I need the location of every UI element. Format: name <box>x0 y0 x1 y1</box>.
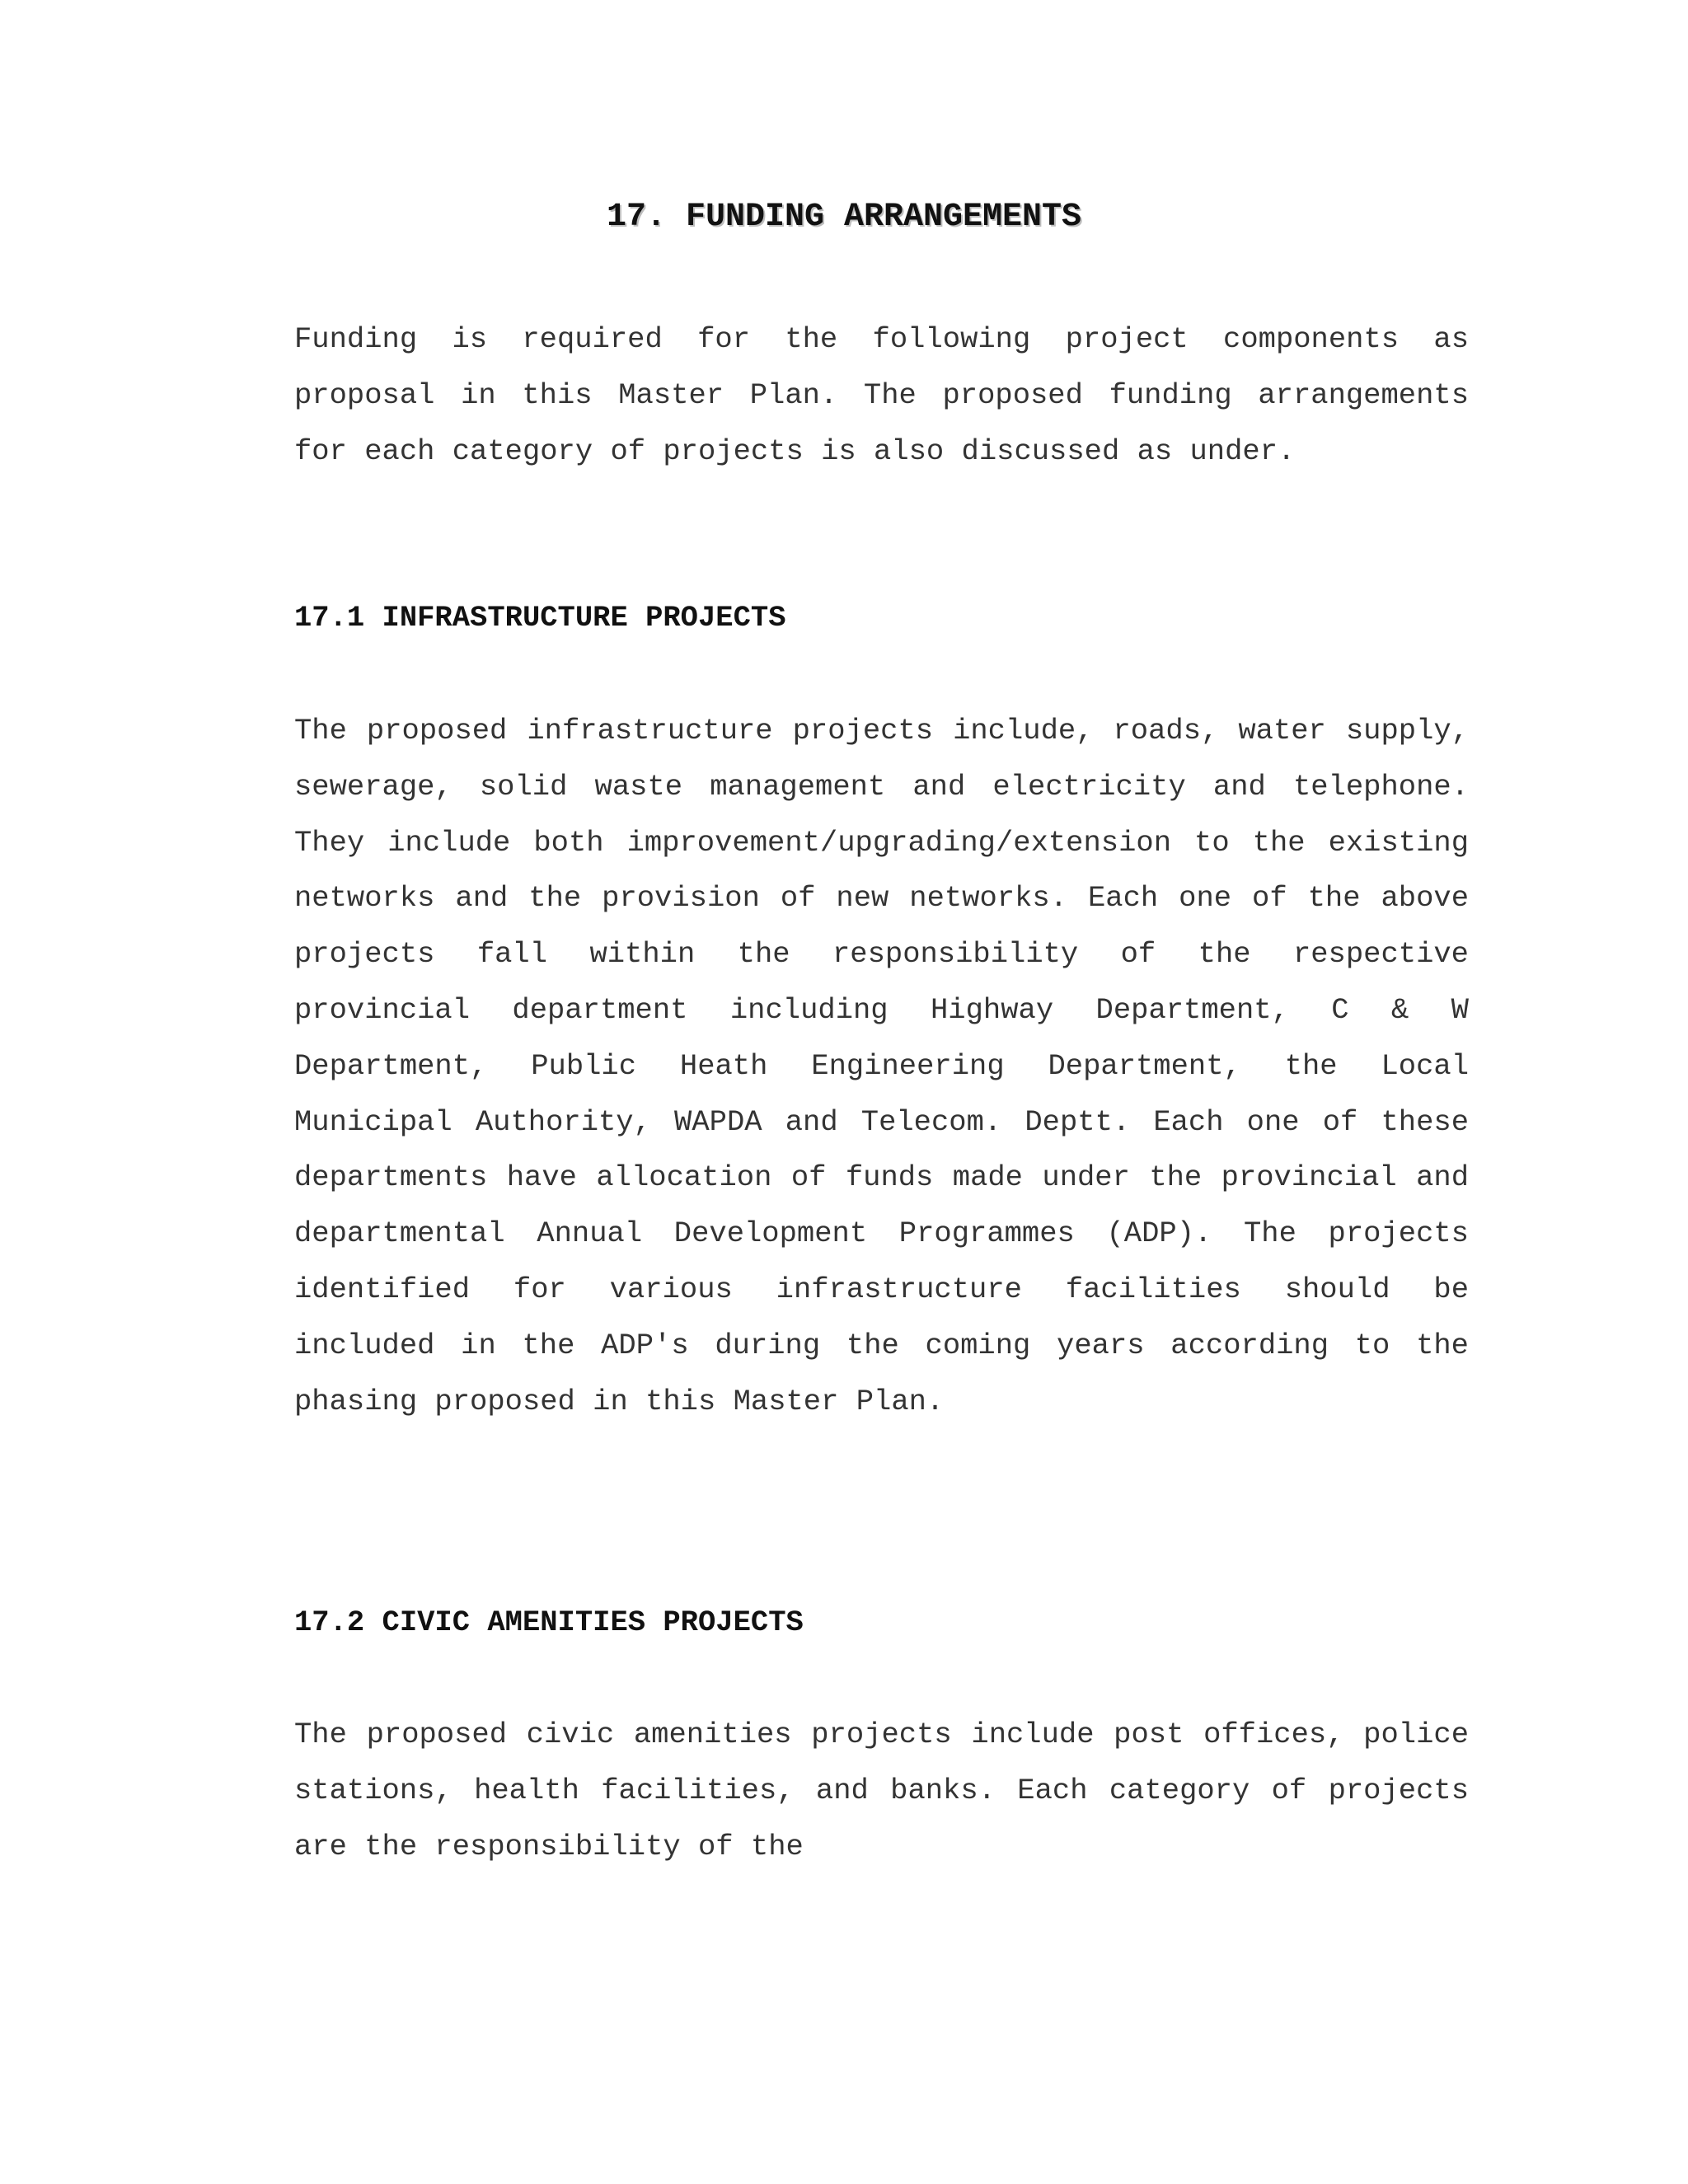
intro-paragraph: Funding is required for the following project components as proposal in this Master Plan. The proposed funding arrangements for each category of projects is also discussed as under. <box>294 322 1469 468</box>
section-body-infrastructure: The proposed infrastructure projects include, roads, water supply, sewerage, solid waste management and electricity and telephone. They include both improvement/upgrading/extension to the existing networks and the provision of new networks. Each one of the above projects fall within the responsibility of the respective provincial department including Highway Department, C & W Department, Public Heath Engineering Department, the Local Municipal Authority, WAPDA and Telecom. Deptt. Each one of these departments have allocation of funds made under the provincial and departmental Annual Development Programmes (ADP). The projects identified for various infrastructure facilities should be included in the ADP's during the coming years according to the phasing proposed in this Master Plan. <box>294 714 1469 1418</box>
section-heading-civic-amenities: 17.2 CIVIC AMENITIES PROJECTS <box>294 1605 804 1639</box>
section-heading-infrastructure: 17.1 INFRASTRUCTURE PROJECTS <box>294 601 786 635</box>
section-body-civic-amenities: The proposed civic amenities projects include post offices, police stations, health facilities, and banks. Each category of projects are the responsibility of the <box>294 1718 1469 1863</box>
page-title: 17. FUNDING ARRANGEMENTS <box>606 199 1082 236</box>
